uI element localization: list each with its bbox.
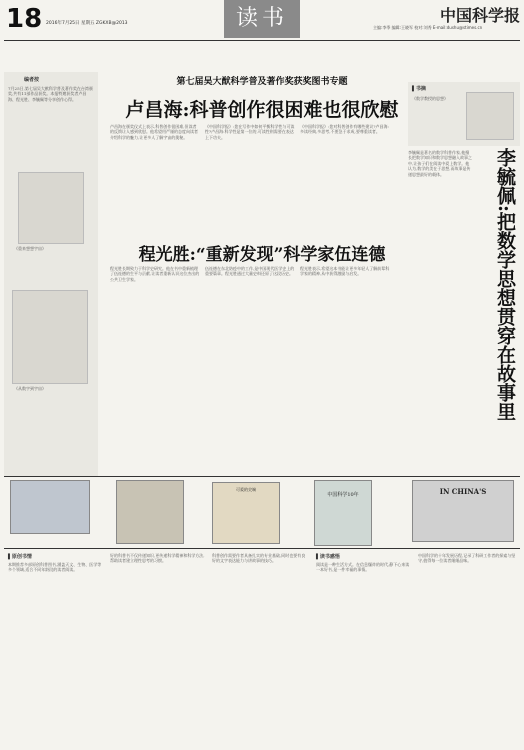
book-cover-2 — [12, 290, 88, 384]
bottom-col4-title: ▌读书感悟 — [316, 554, 340, 560]
cover-title: 可爱的尖端 — [236, 487, 256, 492]
book-caption-1: 《重来想想宇宙》 — [14, 246, 46, 251]
header-rule — [4, 40, 520, 41]
book-cover-in-china — [412, 480, 514, 542]
article2-col3: 程光胜表示,希望这本书能让更多年轻人了解前辈科学家的精神,从中获得激励与启发。 — [300, 266, 390, 277]
section-tab: 读书 — [224, 0, 300, 38]
book-cover-cute — [212, 482, 280, 544]
date-line: 2016年7月25日 星期五 ZGKXB@2013 — [46, 21, 128, 26]
article2-title: 程光胜:“重新发现”科学家伍连德 — [138, 245, 386, 265]
article1-col1: 卢昌海在颁奖仪式上表示,科普创作很困难,但读者的反馈让人感到欣慰。他希望用严谨的态度向读者介绍科学的魅力,让更多人了解宇宙的奥秘。 — [110, 124, 198, 140]
right-box-title: ▌书摘 — [412, 86, 426, 92]
topic-title: 第七届吴大猷科学普及著作奖获奖图书专题 — [176, 77, 348, 87]
book-cover-wave — [10, 480, 90, 534]
mid-rule — [4, 476, 520, 477]
editor-line: 主编:李季 编辑:王晓军 校对:刘秀 E-mail:dushu@stimes.cn — [373, 25, 483, 30]
box-title: 编者按 — [24, 77, 40, 83]
bottom-col1-text: 本期推荐多部原创科普图书,涵盖天文、生物、医学等多个领域,适合不同年龄段的读者阅读。 — [8, 562, 102, 573]
bottom-col2-text: 好的科普书不仅传递知识,更传递科学精神和科学方法,帮助读者建立理性思考的习惯。 — [110, 553, 205, 564]
page-number: 18 — [6, 4, 43, 34]
article1-col2: 《中国科学报》:您在写作中如何平衡科学性与可读性?卢昌海:科学性是第一位的,可读性则需要在表达上下功夫。 — [205, 124, 295, 140]
bottom-rule — [4, 548, 520, 549]
book-caption-2: 《从数字到宇宙》 — [14, 386, 46, 391]
article2-col2: 伍连德在东北防疫中的工作,是中国现代医学史上的重要篇章。程光胜通过大量史料还原了这段历史。 — [205, 266, 295, 277]
article1-col3: 《中国科学报》:您对科普创作有哪些建议?卢昌海:多读经典,多思考,不要急于求成,要尊重读者。 — [300, 124, 389, 135]
right-headline: 李毓佩:把数学思想贯穿在故事里 — [494, 148, 516, 422]
editor-note-text: 7月25日,第七届吴大猷科学普及著作奖在台湾颁奖,共有11部作品获奖。本报特邀获奖者卢昌海、程光胜、李毓佩等分享创作心得。 — [8, 86, 93, 102]
bottom-col1-title: ▌原创书情 — [8, 554, 32, 560]
right-article-text: 李毓佩是著名的数学科普作家,他擅长把数学知识和数学思想融入故事之中,让孩子们在阅读中爱上数学。他认为,数学的美在于思想,而故事是传递思想最好的载体。 — [408, 150, 472, 177]
article2-col1: 程光胜长期致力于科学史研究。他在书中重新梳理了伍连德的生平与贡献,让读者重新认识这位杰出的公共卫生学家。 — [110, 266, 200, 282]
cover-title: 中国科学10年 — [327, 492, 359, 498]
bottom-col3-text: 科普创作需要作者具备扎实的专业基础,同时也要有良好的文字表达能力与讲故事的技巧。 — [212, 553, 306, 564]
bottom-col4-text: 阅读是一种生活方式。在信息爆炸的时代,静下心来读一本好书,是一件幸福的事情。 — [316, 562, 410, 573]
cover-title: IN CHINA'S — [439, 487, 487, 496]
right-box-caption: 《数学教授的思想》 — [412, 96, 448, 101]
book-cover-ten-years — [314, 480, 372, 546]
article1-title: 卢昌海:科普创作很困难也很欣慰 — [125, 99, 399, 121]
newspaper-logo: 中国科学报 — [440, 6, 521, 25]
bottom-col5-text: 中国科学的十年发展历程,记录了科研工作者的探索与坚守,值得每一位读者细细品味。 — [418, 553, 516, 564]
book-cover-1 — [18, 172, 84, 244]
right-book-cover — [466, 92, 514, 140]
book-cover-text — [116, 480, 184, 544]
